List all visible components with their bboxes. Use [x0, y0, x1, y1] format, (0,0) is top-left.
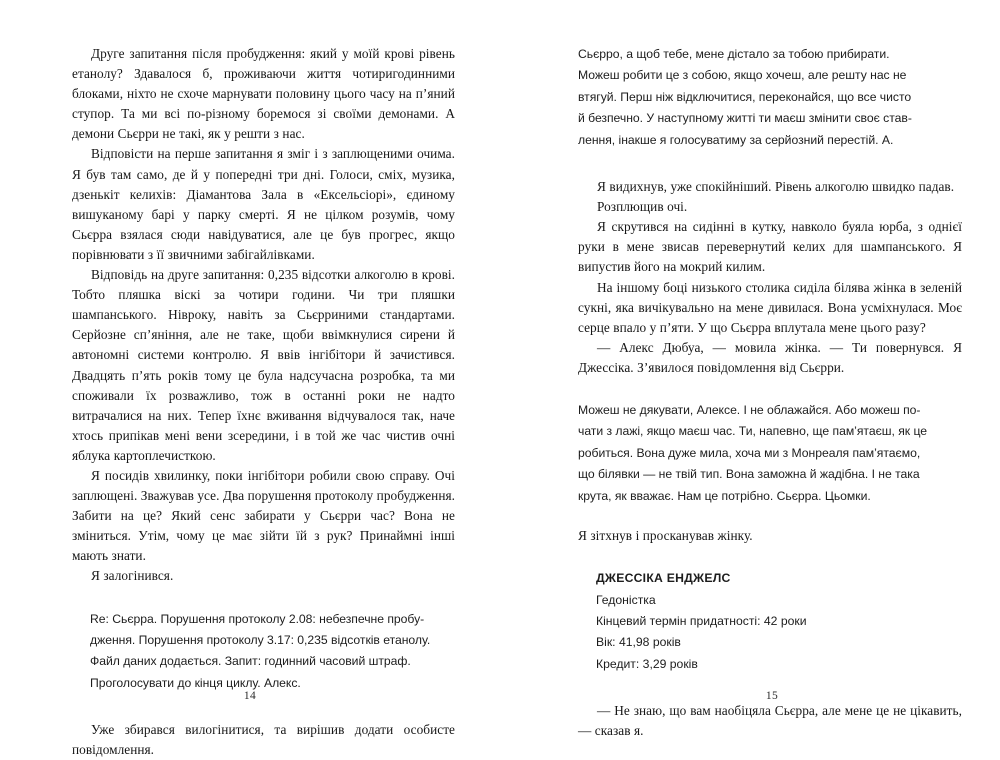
paragraph: Я скрутився на сидінні в кутку, навколо буяла юрба, з однієї руки в мене звисав перевернутий келих для шампанського. Я випустив його на мокрий килим. — [578, 219, 962, 275]
paragraph: Я посидів хвилинку, поки інгібітори робили свою справу. Очі заплющені. Зважував усе. Два порушення протоколу пробудження. Забити на це? Який сенс забирати у Сьєрри час? Вона не зміниться. Утім, чому це має зійти їй з рук? Принаймні інші мають знати. — [72, 467, 455, 564]
paragraph: Я видихнув, уже спокійніший. Рівень алкоголю швидко падав. — [597, 179, 955, 195]
message-line: й безпечно. У наступному житті ти маєш змінити своє став- — [578, 111, 912, 126]
profile-line: Вік: 41,98 років — [596, 635, 681, 650]
message-line: Файл даних додається. Запит: годинний часовий штраф. — [90, 654, 411, 669]
spacer — [72, 587, 455, 609]
paragraph: Уже збирався вилогінитися, та вирішив додати особисте повідомлення. — [72, 722, 455, 758]
message-line: робиться. Вона дуже мила, хоча ми з Монреаля пам’ятаємо, — [578, 445, 921, 460]
paragraph: Відповідь на друге запитання: 0,235 відсотки алкоголю в крові. Тобто пляшка віскі за чотири години. Чи три пляшки шампанського. Нівроку, навіть за Сьєрриними стандартами. Серйозне сп’яніння, але не таке, щоби ввімкнулися сирени й автономні системи контролю. Я ввів інгібітори й зачистився. Двадцять п’ять років тому це була надсучасна розробка, та ми споживали їх розважливо, тож в останні роки не надто витрачалися на них. Тепер їхнє вживання відчувалося так, наче хтось припікав мені вени зсередини, і в той же час чистив очні яблука картоплечисткою. — [72, 267, 455, 463]
message-line: дження. Порушення протоколу 3.17: 0,235 відсотків етанолу. — [90, 632, 431, 647]
left-page-textblock — [72, 44, 455, 760]
paragraph: На іншому боці низького столика сиділа білява жінка в зеленій сукні, яка вичікувально на мене дивилася. Вона усміхнулася. Моє серце впало у п’яти. У що Сьєрра вплутала мене цього разу? — [578, 279, 962, 335]
message-line: Можеш робити це з собою, якщо хочеш, але решту нас не — [578, 68, 907, 83]
paragraph: Друге запитання після пробудження: який у моїй крові рівень етанолу? Здавалося б, проживаючи життя чотиригодинними блоками, ніхто не схоче марнувати половину цього часу на п’яний ступор. Та ми всі по-різному боремося зі своїми демонами. А демони Сьєрри не такі, як у решти з нас. — [72, 46, 455, 142]
paragraph: — Не знаю, що вам наобіцяла Сьєрра, але мене це не цікавить, — сказав я. — [578, 703, 962, 739]
left-page — [0, 0, 500, 758]
spacer — [578, 378, 962, 400]
spacer — [578, 507, 962, 526]
right-page-textblock — [578, 44, 962, 741]
message-line: Можеш не дякувати, Алексе. І не облажайся. Або можеш по- — [578, 402, 921, 417]
message-line: чати з лажі, якщо маєш час. Ти, напевно, ще пам’ятаєш, як це — [578, 424, 928, 439]
message-line: Проголосувати до кінця циклу. Алекс. — [90, 675, 301, 690]
message-line: втягуй. Перш ніж відключитися, переконайся, що все чисто — [578, 89, 912, 104]
message-line: Re: Сьєрра. Порушення протоколу 2.08: небезпечне пробу- — [90, 611, 425, 626]
paragraph: — Алекс Дюбуа, — мовила жінка. — Ти повернувся. Я Джессіка. З’явилося повідомлення від Сьєрри. — [578, 339, 962, 375]
spacer — [578, 151, 962, 177]
page-number: 14 — [243, 690, 257, 702]
paragraph: Розплющив очі. — [597, 199, 688, 215]
message-line: Сьєрро, а щоб тебе, мене дістало за тобою прибирати. — [578, 47, 890, 61]
message-block-sierra-reply — [578, 44, 962, 151]
paragraph: Я залогінився. — [91, 568, 174, 584]
profile-line: Кредит: 3,29 років — [596, 656, 698, 671]
message-block-sierra-note — [578, 400, 962, 507]
paragraph: Я зітхнув і просканував жінку. — [578, 528, 753, 543]
spacer — [578, 546, 962, 568]
profile-line: Кінцевий термін придатності: 42 роки — [596, 613, 807, 628]
message-line: що білявки — не твій тип. Вона заможна й жадібна. І не така — [578, 467, 920, 482]
message-line: крута, як вважає. Нам це потрібно. Сьєрра. Цьомки. — [578, 488, 871, 503]
paragraph: Відповісти на перше запитання я зміг і з заплющеними очима. Я був там само, де й у попередні три дні. Голоси, сміх, музика, дзенькіт келихів: Діамантова Зала в «Ексельсіорі», єдиному вишуканому барі у парку смерті. Я не цілком розумів, чому Сьєрра взялася сюди навідуватися, але це був прогрес, якщо порівнювати з її звичними забігайлівками. — [72, 146, 455, 262]
profile-name: ДЖЕССІКА ЕНДЖЕЛС — [596, 571, 731, 586]
right-page — [500, 0, 1000, 739]
message-block-protocol-report — [72, 609, 455, 695]
scan-profile-card — [578, 568, 962, 675]
page-number: 15 — [765, 690, 779, 702]
message-line: лення, інакше я голосуватиму за серйозний перестій. А. — [578, 132, 894, 147]
profile-line: Гедоністка — [596, 592, 656, 607]
